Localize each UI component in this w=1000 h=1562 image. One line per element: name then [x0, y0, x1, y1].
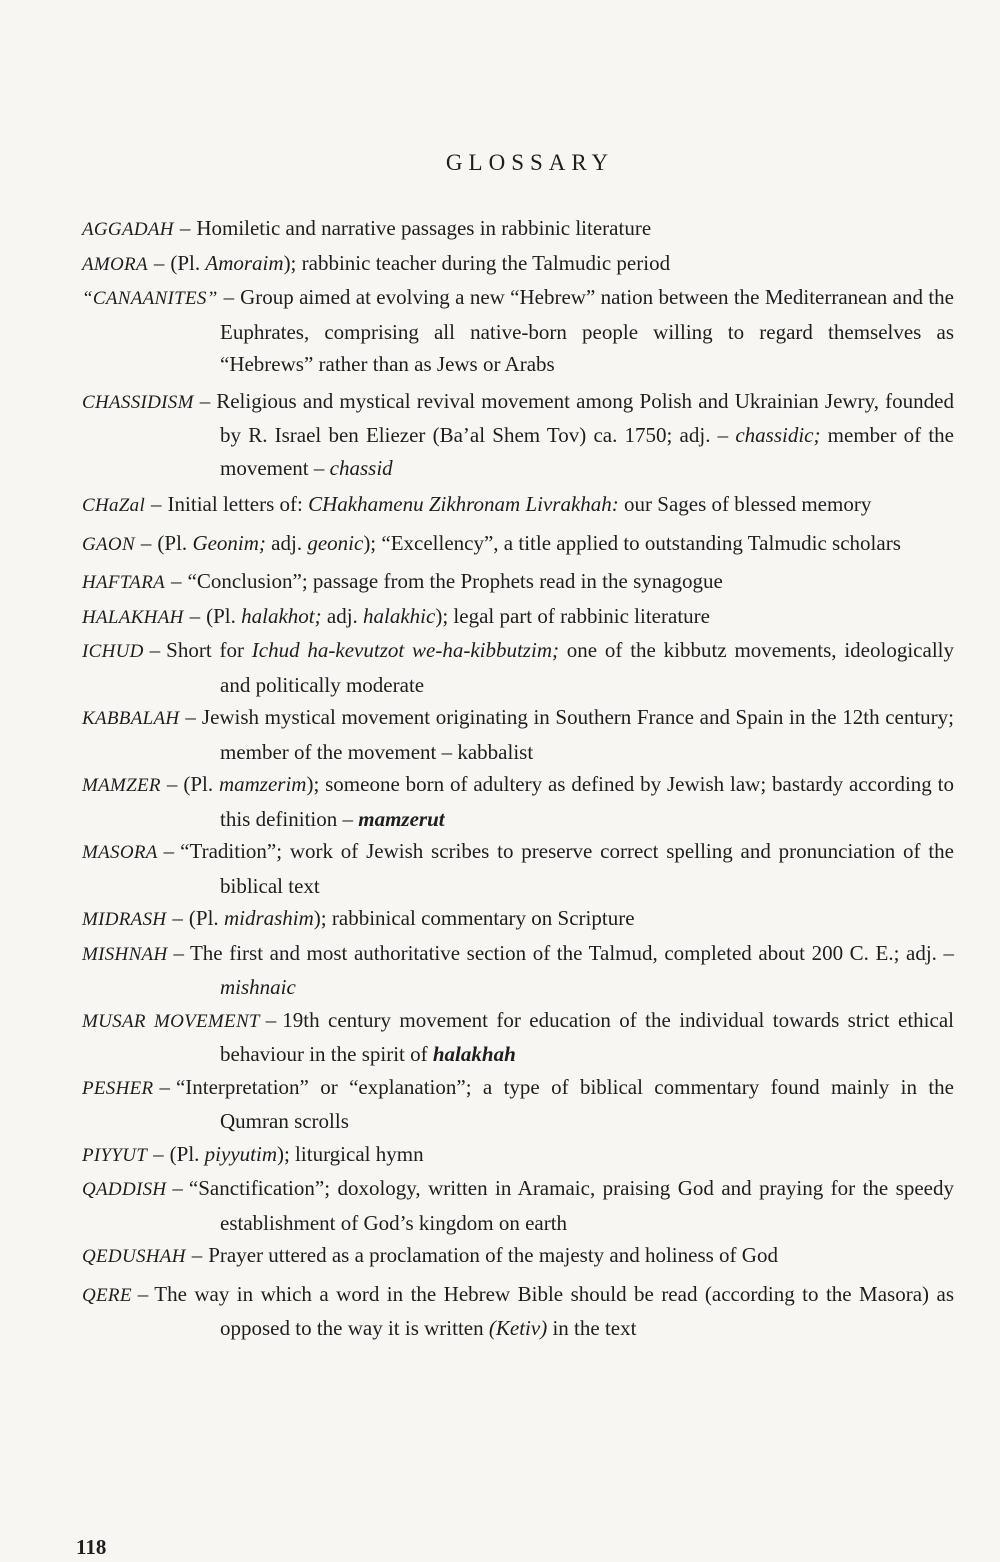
- entry-definition: “Conclusion”; passage from the Prophets read in the synagogue: [187, 569, 723, 593]
- entry-term: QEDUSHAH: [82, 1246, 186, 1267]
- entry-separator: –: [223, 285, 235, 309]
- entry-definition: (Pl.: [157, 530, 193, 555]
- entry-definition: “Tradition”; work of Jewish scribes to preserve correct spelling and pronunciation of the biblical text: [180, 839, 954, 898]
- entry-definition: “Sanctification”; doxology, written in Aramaic, praising God and praying for the speedy establishment of God’s kingdom on earth: [188, 1176, 954, 1235]
- entry-separator: –: [199, 388, 211, 413]
- entry-definition: The first and most authoritative section of the Talmud, completed about 200 C. E.; adj. –: [189, 940, 954, 965]
- entry-definition-bold-italic: mamzerut: [358, 806, 445, 831]
- entry-separator: –: [159, 1074, 170, 1099]
- entry-term: PESHER: [82, 1077, 154, 1099]
- entry-definition: our Sages of blessed memory: [618, 492, 872, 516]
- glossary-entry-musar-movement: [82, 1004, 954, 1071]
- glossary-entry-qaddish: [82, 1172, 954, 1239]
- entry-definition-italic: midrashim: [223, 906, 314, 930]
- glossary-entry-qedushah: [82, 1239, 954, 1274]
- entry-definition-italic: geonic: [307, 530, 364, 555]
- page-number: 118: [76, 1535, 107, 1559]
- entry-definition: “Interpretation” or “explanation”; a type of biblical commentary found mainly in the Qumran scrolls: [175, 1074, 954, 1133]
- entry-definition: one of the kibbutz movements, ideologically and politically moderate: [220, 638, 954, 697]
- glossary-entry-aggadah: [82, 212, 954, 247]
- entry-term: MASORA: [82, 842, 158, 863]
- entry-definition-italic: halakhic: [363, 603, 436, 628]
- glossary-entry-kabbalah: [82, 701, 954, 768]
- entry-separator: –: [189, 603, 201, 628]
- entry-definition: The way in which a word in the Hebrew Bible should be read (according to the Masora) as opposed to the way it is written: [154, 1281, 954, 1340]
- entry-definition-italic: Ichud ha-kevutzot we-ha-kibbutzim;: [251, 638, 559, 662]
- entry-definition-italic: CHakhamenu Zikhronam Livrakhah:: [308, 492, 619, 516]
- glossary-entry-pesher: [82, 1071, 954, 1138]
- entry-definition-bold-italic: halakhah: [432, 1042, 516, 1066]
- entry-definition: ); legal part of rabbinic literature: [435, 603, 710, 628]
- entry-definition: in the text: [547, 1316, 637, 1340]
- glossary-entry-halakhah: [82, 600, 954, 635]
- entry-definition-italic: chassidic;: [735, 423, 821, 447]
- entry-term: QERE: [82, 1284, 132, 1306]
- entry-term: HAFTARA: [82, 572, 166, 593]
- entry-definition-italic: mishnaic: [220, 975, 296, 999]
- entry-term: “CANAANITES”: [82, 288, 218, 309]
- glossary-entry-chazal: [82, 488, 954, 523]
- entry-separator: –: [163, 839, 175, 863]
- glossary-list: [82, 212, 954, 1345]
- glossary-entry-mamzer: [82, 768, 954, 835]
- entry-term: AMORA: [82, 253, 148, 275]
- entry-definition-italic: Amoraim: [205, 250, 284, 275]
- entry-term: MUSAR MOVEMENT: [82, 1010, 260, 1032]
- entry-separator: –: [173, 940, 184, 965]
- entry-term: ICHUD: [82, 641, 144, 662]
- glossary-entry-ichud: [82, 634, 954, 701]
- entry-definition: (Pl.: [169, 1141, 205, 1166]
- glossary-entry-qere: [82, 1278, 954, 1345]
- entry-definition: (Pl.: [188, 906, 224, 930]
- entry-term: MAMZER: [82, 775, 161, 796]
- entry-separator: –: [166, 772, 178, 796]
- entry-definition: ); liturgical hymn: [276, 1141, 424, 1166]
- entry-definition: ); rabbinical commentary on Scripture: [313, 906, 635, 930]
- entry-definition-italic: chassid: [329, 455, 393, 480]
- entry-definition: Homiletic and narrative passages in rabbinic literature: [196, 216, 652, 240]
- entry-separator: –: [185, 705, 196, 729]
- entry-definition-italic: mamzerim: [218, 772, 307, 796]
- entry-term: PIYYUT: [82, 1144, 148, 1166]
- entry-term: CHaZal: [82, 495, 146, 516]
- entry-term: MIDRASH: [82, 909, 167, 930]
- entry-definition: ); “Excellency”, a title applied to outstanding Talmudic scholars: [363, 530, 901, 555]
- glossary-entry-canaanites: [82, 281, 954, 381]
- entry-definition-italic: (Ketiv): [488, 1316, 548, 1340]
- entry-definition: Jewish mystical movement originating in Southern France and Spain in the 12th century; member of the movement – kabbalist: [201, 705, 954, 764]
- glossary-entry-amora: [82, 247, 954, 282]
- entry-separator: –: [172, 1176, 183, 1200]
- entry-definition: adj.: [321, 603, 364, 628]
- glossary-entry-mishnah: [82, 937, 954, 1004]
- entry-term: HALAKHAH: [82, 606, 184, 628]
- entry-separator: –: [153, 250, 165, 275]
- page-title: GLOSSARY: [445, 150, 615, 175]
- entry-separator: –: [149, 638, 161, 662]
- entry-definition: Group aimed at evolving a new “Hebrew” nation between the Mediterranean and the Euphrates, comprising all native-born people willing to regard themselves as “Hebrews” rather than as Jews or Arabs: [220, 285, 954, 376]
- entry-separator: –: [171, 569, 182, 593]
- entry-definition: Prayer uttered as a proclamation of the majesty and holiness of God: [208, 1243, 778, 1267]
- entry-term: KABBALAH: [82, 708, 180, 729]
- entry-separator: –: [151, 492, 162, 516]
- entry-definition: ); rabbinic teacher during the Talmudic period: [283, 250, 671, 275]
- entry-definition: 19th century movement for education of the individual towards strict ethical behaviour in the spirit of: [220, 1007, 954, 1066]
- entry-definition: (Pl.: [183, 772, 219, 796]
- glossary-entry-gaon: [82, 527, 954, 562]
- entry-definition: (Pl.: [206, 603, 242, 628]
- entry-term: GAON: [82, 533, 135, 555]
- glossary-entry-piyyut: [82, 1138, 954, 1173]
- glossary-entry-chassidism: [82, 385, 954, 485]
- entry-separator: –: [153, 1141, 164, 1166]
- entry-definition: Short for: [166, 638, 252, 662]
- glossary-entry-haftara: [82, 565, 954, 600]
- entry-definition-italic: Geonim;: [192, 530, 266, 555]
- entry-separator: –: [265, 1007, 277, 1032]
- entry-term: CHASSIDISM: [82, 391, 194, 413]
- entry-definition: (Pl.: [170, 250, 206, 275]
- entry-definition: Initial letters of:: [167, 492, 309, 516]
- glossary-entry-masora: [82, 835, 954, 902]
- entry-definition-italic: halakhot;: [241, 603, 322, 628]
- entry-definition: Religious and mystical revival movement among Polish and Ukrainian Jewry, founded by R. Israel ben Eliezer (Ba’al Shem Tov) ca. 1750; adj. –: [216, 388, 954, 447]
- entry-separator: –: [137, 1281, 149, 1306]
- entry-separator: –: [179, 216, 191, 240]
- entry-separator: –: [191, 1243, 203, 1267]
- entry-separator: –: [172, 906, 183, 930]
- entry-separator: –: [140, 530, 152, 555]
- entry-term: QADDISH: [82, 1179, 167, 1200]
- glossary-entry-midrash: [82, 902, 954, 937]
- entry-definition: adj.: [265, 530, 308, 555]
- entry-term: AGGADAH: [82, 219, 174, 240]
- entry-definition: ); someone born of adultery as defined by Jewish law; bastardy according to this definition –: [220, 772, 954, 831]
- entry-definition: member of the movement –: [220, 423, 954, 480]
- entry-definition-italic: piyyutim: [204, 1141, 277, 1166]
- entry-term: MISHNAH: [82, 943, 168, 965]
